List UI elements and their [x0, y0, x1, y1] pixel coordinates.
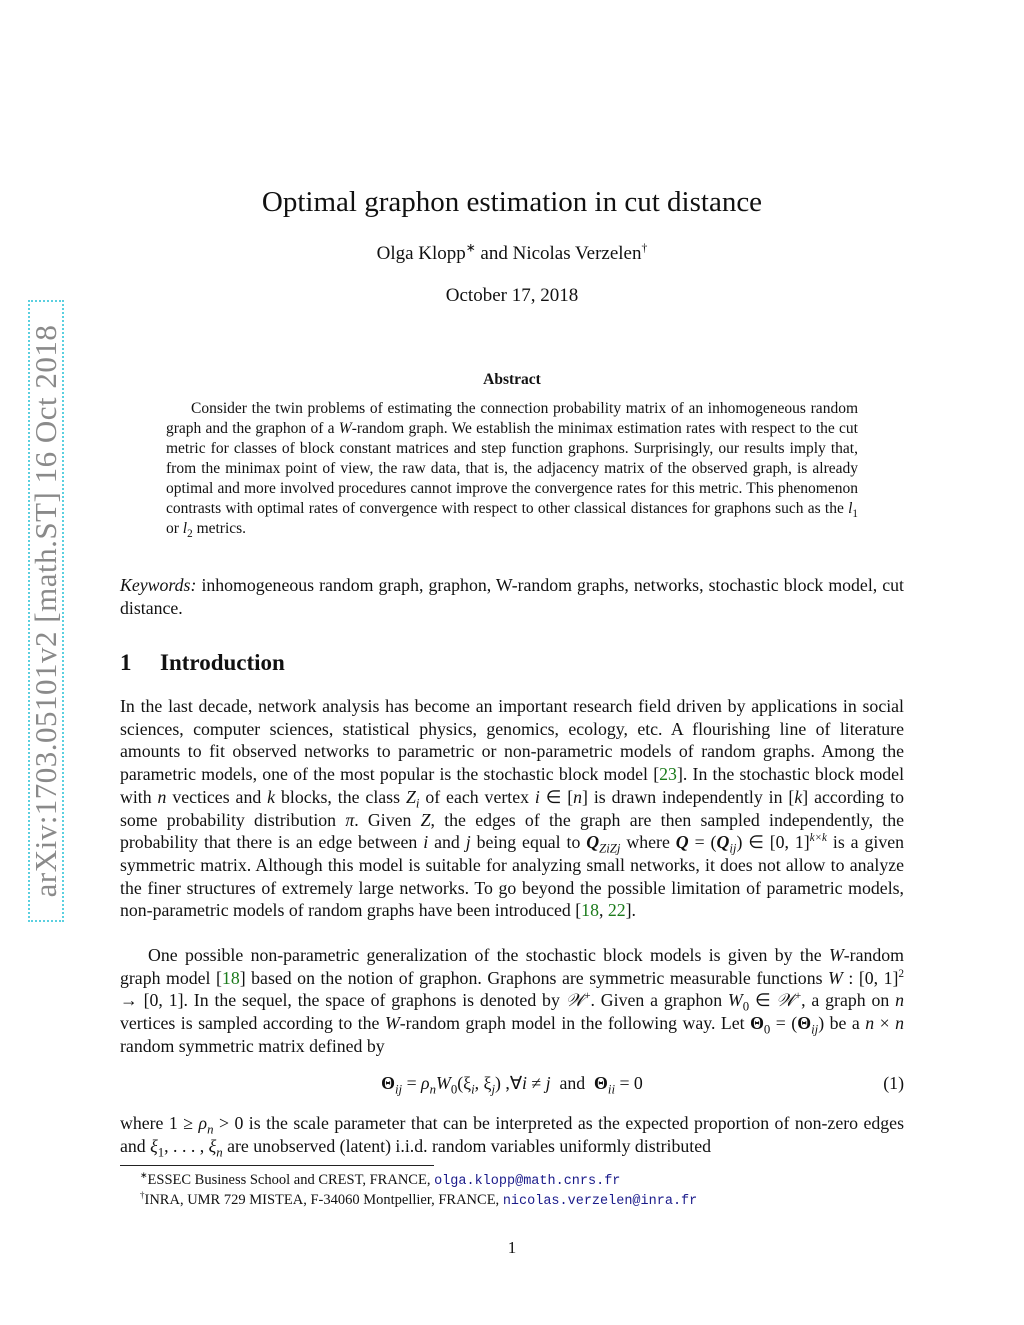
paragraph: In the last decade, network analysis has become an important research field driven by applications in social sciences, computer sciences, statistical physics, genomics, ecology, etc. A flourishing line of literature amounts to fit observed networks to parametric or non-parametric models of random graphs. Among the parametric models, one of the most popular is the stochastic block model [23]. In the stochastic block model with n vectices and k blocks, the class $Z_i$ of each vertex i ∈ [n] is drawn independently in [k] according to some probability distribution π. Given Z, the edges of the graph are then sampled independently, the probability that there is an edge between i and j being equal to $Q_{ZiZj}$ where $Q = (Q_{ij})$ ∈ [0, 1]$^{k\times k}$ is a given symmetric matrix. Although this model is suitable for analyzing small networks, it does not allow to analyze the finer structures of extremely large networks. To go beyond the possible limitation of parametric models, non-parametric models of random graphs have been introduced [18, 22]. — [120, 696, 905, 921]
footnote: ∗ESSEC Business School and CREST, FRANCE, olga.klopp@math.cnrs.fr — [140, 1170, 621, 1189]
keywords: Keywords: inhomogeneous random graph, graphon, W-random graphs, networks, stochastic block model, cut distance. — [120, 575, 904, 618]
author-name: Nicolas Verzelen — [512, 243, 642, 264]
email-link[interactable]: nicolas.verzelen@inra.fr — [502, 1194, 698, 1209]
footnote-marker[interactable]: ∗ — [465, 241, 476, 255]
author-line — [0, 243, 1024, 265]
paper-date: October 17, 2018 — [445, 285, 579, 306]
section-number: 1 — [120, 650, 132, 675]
abstract-text: Consider the twin problems of estimating the connection probability matrix of an inhomogeneous random graph and the graphon of a W-random graph. We establish the minimax estimation rates with respect to the cut metric for classes of block constant matrices and step function graphons. Surprisingly, our results imply that, from the minimax point of view, the raw data, that is, the adjacency matrix of the observed graph, is already optimal and more involved procedures cannot improve the convergence rates for this metric. This phenomenon contrasts with optimal rates of convergence with respect to other classical distances for graphons such as the $l_1$ or $l_2$ metrics. — [166, 400, 858, 541]
footnote-marker[interactable]: † — [641, 241, 648, 255]
paragraph: where $1 \ge \rho_n > 0$ is the scale parameter that can be interpreted as the expected proportion of non-zero edges and $\xi_1$, . . . , $\xi_n$ are unobserved (latent) i.i.d. random variables uniformly distributed — [120, 1113, 904, 1160]
arxiv-stamp[interactable] — [28, 300, 64, 922]
citation-link[interactable]: 23 — [659, 764, 677, 785]
abstract-heading: Abstract — [483, 371, 541, 388]
author-conjunction: and — [475, 243, 513, 264]
equation-body: $\Theta_{ij} = \rho_nW_0(\xi_i$, $\xi_j$) ,∀i ≠ j and $\Theta_{ii} = 0$ — [381, 1073, 643, 1097]
paragraph: One possible non-parametric generalization of the stochastic block models is given by the W-random graph model [18] based on the notion of graphon. Graphons are symmetric measurable functions W : [0, 1]$^2$ → [0, 1]. In the sequel, the space of graphons is denoted by 𝒲+. Given a graphon $W_0$ ∈ 𝒲+, a graph on n vertices is sampled according to the W-random graph model in the following way. Let $\Theta_0 = (\Theta_{ij})$ be a n × n random symmetric matrix defined by — [120, 945, 905, 1056]
author-name: Olga Klopp — [376, 243, 466, 264]
email-link[interactable]: olga.klopp@math.cnrs.fr — [434, 1174, 621, 1189]
footnote-divider — [120, 1165, 434, 1166]
section-heading — [120, 650, 285, 676]
citation-link[interactable]: 18 — [581, 900, 599, 921]
footnote: †INRA, UMR 729 MISTEA, F-34060 Montpellier, FRANCE, nicolas.verzelen@inra.fr — [140, 1190, 698, 1209]
section-title: Introduction — [160, 650, 285, 675]
paper-title: Optimal graphon estimation in cut distance — [261, 186, 763, 218]
display-equation — [120, 1073, 904, 1097]
equation-number: (1) — [883, 1073, 904, 1093]
citation-link[interactable]: 22 — [607, 900, 626, 921]
arxiv-stamp-text: arXiv:1703.05101v2 [math.ST] 16 Oct 2018 — [28, 324, 63, 898]
page-number: 1 — [507, 1238, 517, 1257]
citation-link[interactable]: 18 — [221, 967, 240, 988]
keywords-label: Keywords: — [120, 575, 197, 595]
